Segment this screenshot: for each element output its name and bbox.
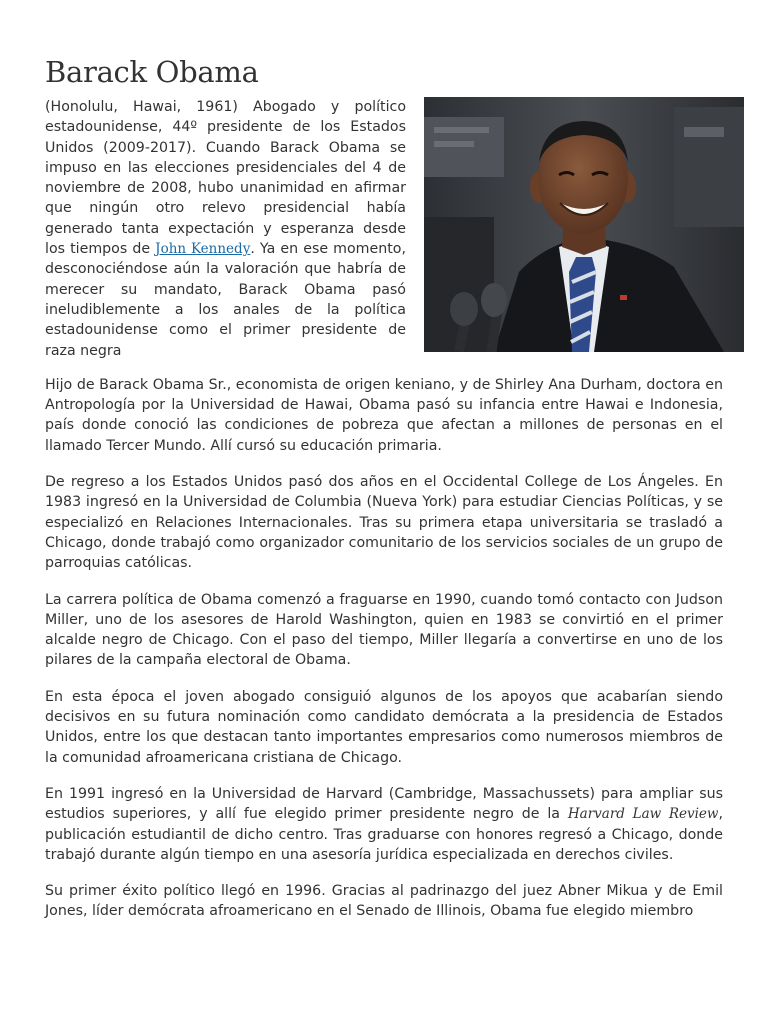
intro-text-end: . Ya en ese momento, desconociéndose aún la valoración que habría de merecer su mandato, Barack Obama pasó ineludiblemente a los anales de la política estadounidense como el primer presidente de raza negra — [45, 241, 406, 359]
harvard-text-end: , publicación estudiantil de dicho centro. Tras graduarse con honores regresó a Chicago, donde trabajó durante algún tiempo en una asesoría jurídica especializada en derechos civiles. — [45, 806, 723, 863]
intro-text-start: (Honolulu, Hawai, 1961) Abogado y político estadounidense, 44º presidente de los Estados Unidos (2009-2017). Cuando Barack Obama se impuso en las elecciones presidenciales del 4 de noviembre de 2008, hubo unanimidad en afirmar que ningún otro relevo presidencial había generado tanta expectación y esperanza desde los tiempos de — [45, 99, 406, 258]
paragraph-education: De regreso a los Estados Unidos pasó dos años en el Occidental College de Los Ángeles. En 1983 ingresó en la Universidad de Columbia (Nueva York) para estudiar Ciencias Políticas, y se especializó en Relaciones Internacionales. Tras su primera etapa universitaria se trasladó a Chicago, donde trabajó como organizador comunitario de los servicios sociales de un grupo de parroquias católicas. — [45, 474, 723, 572]
harvard-text-start: En 1991 ingresó en la Universidad de Harvard (Cambridge, Massachussets) para ampliar sus estudios superiores, y allí fue elegido primer presidente negro de la — [45, 785, 723, 823]
paragraph-first-success: Su primer éxito político llegó en 1996. Gracias al padrinazgo del juez Abner Mikua y de Emil Jones, líder demócrata afroamericano en el Senado de Illinois, Obama fue elegido miembro — [45, 883, 723, 920]
article — [45, 52, 723, 938]
harvard-law-review-title: Harvard Law Review — [567, 806, 719, 823]
paragraph-childhood: Hijo de Barack Obama Sr., economista de origen keniano, y de Shirley Ana Durham, doctora en Antropología por la Universidad de Hawai, Obama pasó su infancia entre Hawai e Indonesia, país donde conoció las condiciones de pobreza que afectan a millones de personas en el llamado Tercer Mundo. Allí cursó su educación primaria. — [45, 376, 723, 454]
john-kennedy-link[interactable]: John Kennedy — [155, 241, 251, 258]
paragraph-political-start: La carrera política de Obama comenzó a fraguarse en 1990, cuando tomó contacto con Judson Miller, uno de los asesores de Harold Washington, quien en 1983 se convirtió en el primer alcalde negro de Chicago. Con el paso del tiempo, Miller llegaría a convertirse en uno de los pilares de la campaña electoral de Obama. — [45, 591, 723, 669]
paragraph-support: En esta época el joven abogado consiguió algunos de los apoyos que acabarían siendo decisivos en su futura nominación como candidato demócrata a la presidencia de Estados Unidos, entre los que destacan tanto importantes empresarios como numerosos miembros de la comunidad afroamericana cristiana de Chicago. — [45, 688, 723, 766]
portrait-photo — [424, 97, 744, 352]
paragraph-harvard — [45, 784, 723, 865]
page-title: Barack Obama — [45, 55, 259, 89]
